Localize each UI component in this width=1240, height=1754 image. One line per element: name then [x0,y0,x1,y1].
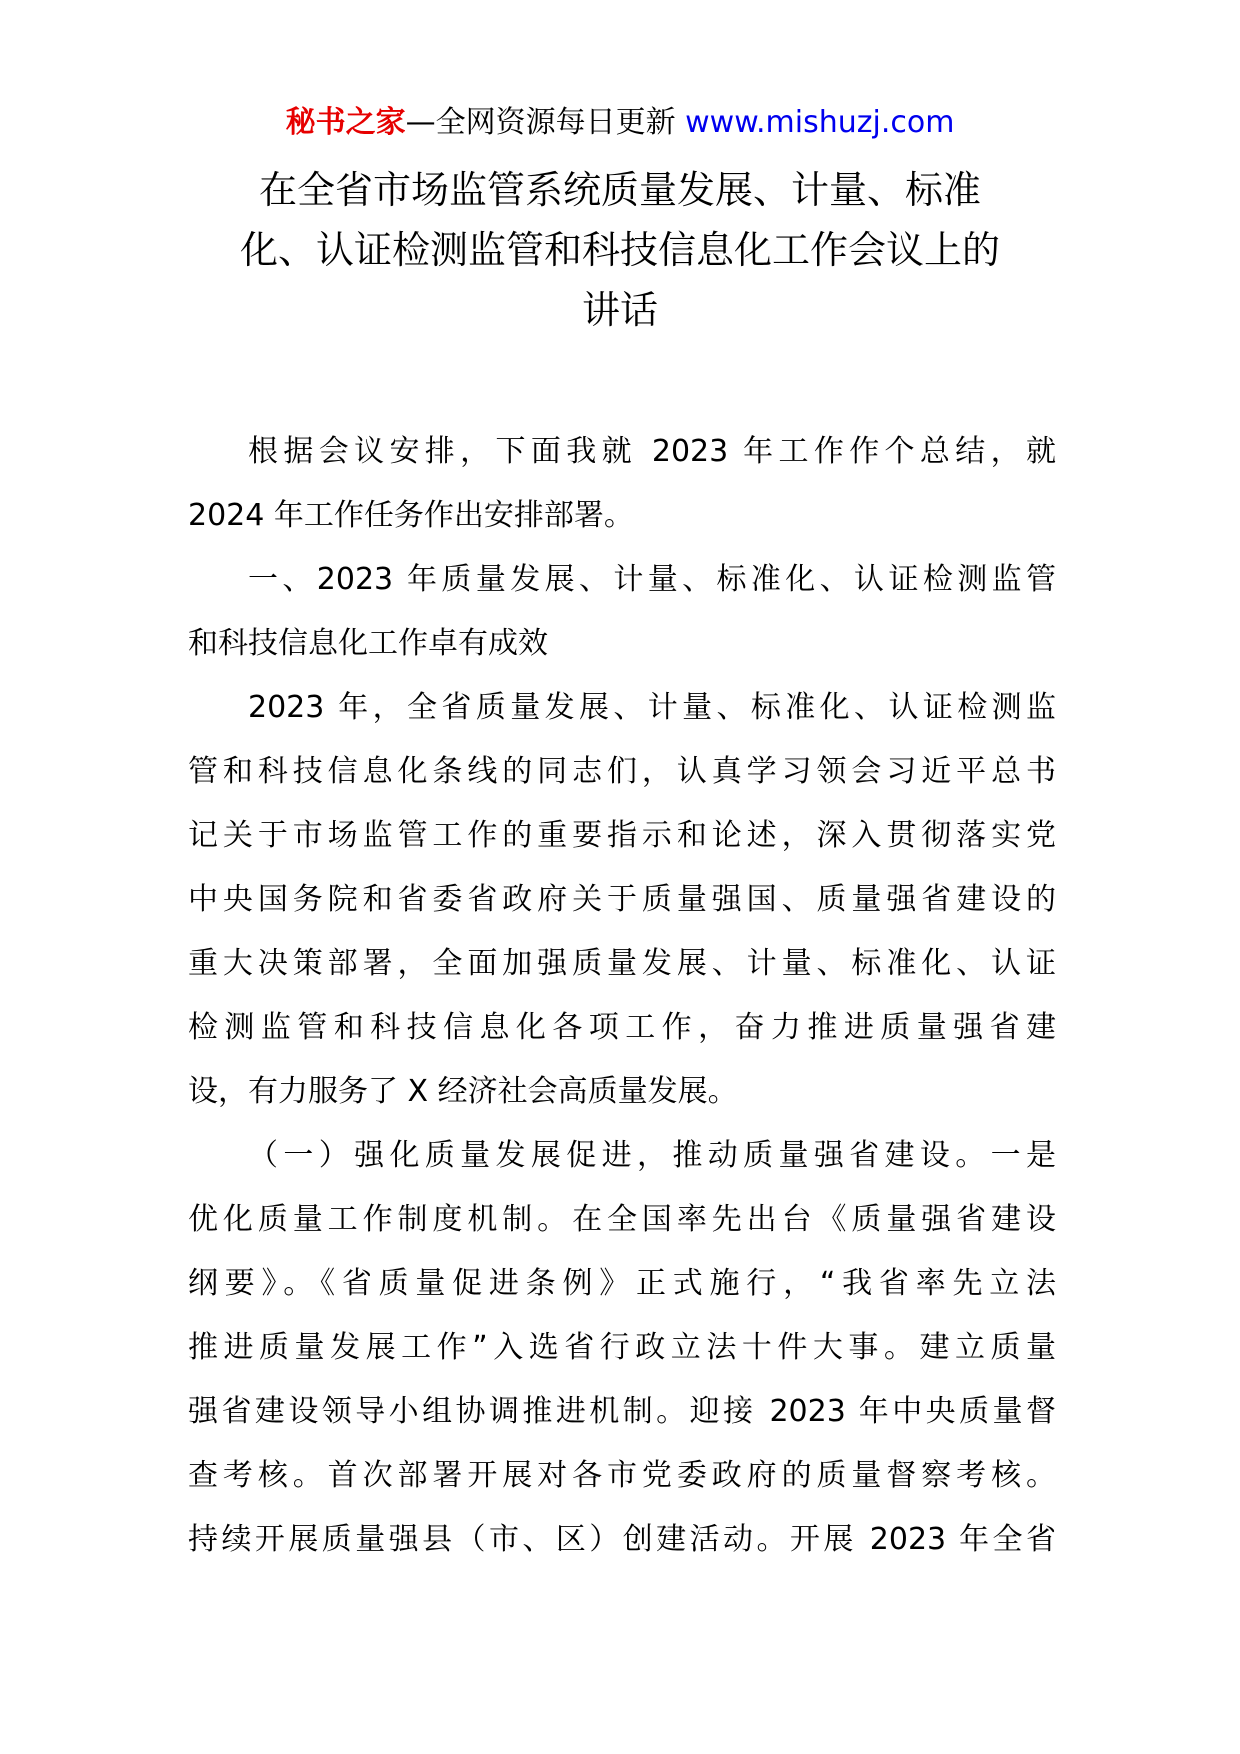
title-line: 在全省市场监管系统质量发展、计量、标准 [258,168,981,212]
text-line: 持续开展质量强县（市、区）创建活动。开展 2023 年全省 [188,1522,1056,1557]
site-tagline: —全网资源每日更新 [405,105,686,140]
text-line: 中央国务院和省委省政府关于质量强国、质量强省建设的 [188,882,1056,917]
text-line: 设，有力服务了 X 经济社会高质量发展。 [188,1074,738,1109]
text-line: （一）强化质量发展促进，推动质量强省建设。一是 [248,1138,1056,1173]
site-header [0,100,1240,146]
title-line: 化、认证检测监管和科技信息化工作会议上的 [239,228,1000,272]
section-heading [188,548,1056,676]
text-line: 纲要》。《省质量促进条例》正式施行，“我省率先立法 [188,1266,1056,1301]
text-line: 检测监管和科技信息化各项工作，奋力推进质量强省建 [188,1010,1056,1045]
paragraph-summary [188,676,1056,1124]
text-line: 2024 年工作任务作出安排部署。 [188,498,634,533]
text-line: 重大决策部署，全面加强质量发展、计量、标准化、认证 [188,946,1056,981]
text-line: 记关于市场监管工作的重要指示和论述，深入贯彻落实党 [188,818,1056,853]
text-line: 优化质量工作制度机制。在全国率先出台《质量强省建设 [188,1202,1056,1237]
paragraph-intro [188,420,1056,548]
site-url-link[interactable]: www.mishuzj.com [685,105,955,140]
text-line: 一、2023 年质量发展、计量、标准化、认证检测监管 [248,562,1056,597]
text-line: 查考核。首次部署开展对各市党委政府的质量督察考核。 [188,1458,1056,1493]
text-line: 强省建设领导小组协调推进机制。迎接 2023 年中央质量督 [188,1394,1056,1429]
text-line: 2023 年，全省质量发展、计量、标准化、认证检测监 [248,690,1056,725]
document-body [188,420,1056,1572]
text-line: 根据会议安排，下面我就 2023 年工作作个总结，就 [248,434,1056,469]
site-brand: 秘书之家 [285,105,406,140]
text-line: 管和科技信息化条线的同志们，认真学习领会习近平总书 [188,754,1056,789]
paragraph-quality-development [188,1124,1056,1572]
document-title [190,160,1050,340]
text-line: 和科技信息化工作卓有成效 [188,626,548,661]
text-line: 推进质量发展工作”入选省行政立法十件大事。建立质量 [188,1330,1056,1365]
title-line: 讲话 [581,288,658,332]
